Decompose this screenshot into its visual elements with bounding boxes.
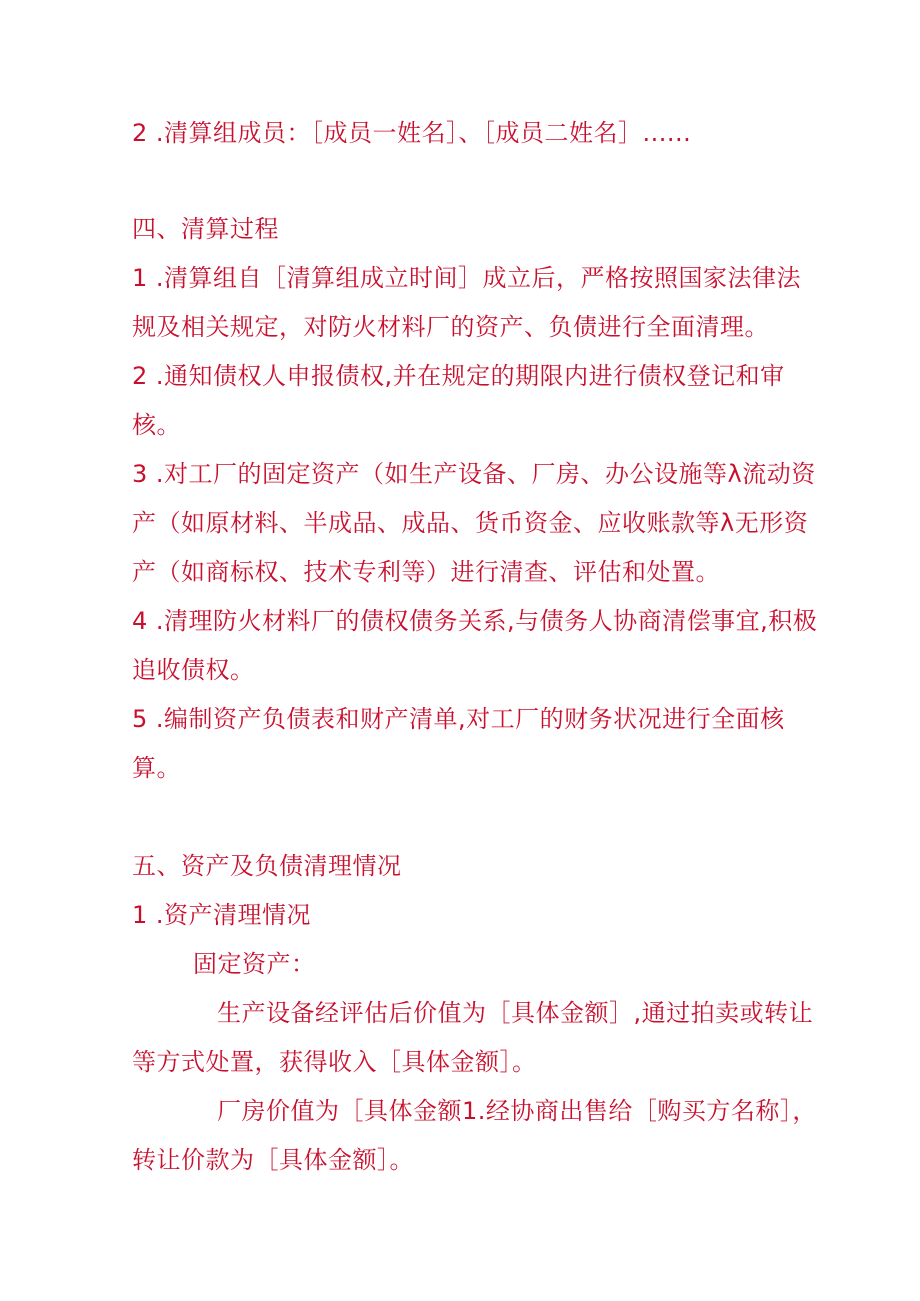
process-item-2-line-2: 核。 xyxy=(132,411,181,439)
process-item-3-line-3: 产（如商标权、技术专利等）进行清查、评估和处置。 xyxy=(132,558,720,586)
equipment-valuation-line-2: 等方式处置，获得收入［具体金额］。 xyxy=(132,1048,537,1076)
process-item-3-line-1: 3 .对工厂的固定资产（如生产设备、厂房、办公设施等λ流动资 xyxy=(132,460,816,488)
liquidation-team-members-line: 2 .清算组成员：［成员一姓名］、［成员二姓名］...... xyxy=(132,119,692,147)
building-valuation-line-1: 厂房价值为［具体金额1.经协商出售给［购买方名称］， xyxy=(217,1097,817,1125)
process-item-3-line-2: 产（如原材料、半成品、成品、货币资金、应收账款等λ无形资 xyxy=(132,509,809,537)
process-item-5-line-1: 5 .编制资产负债表和财产清单,对工厂的财务状况进行全面核 xyxy=(132,705,785,733)
asset-clearing-subheading: 1 .资产清理情况 xyxy=(132,901,312,929)
process-item-2-line-1: 2 .通知债权人申报债权,并在规定的期限内进行债权登记和审 xyxy=(132,362,785,390)
equipment-valuation-line-1: 生产设备经评估后价值为［具体金额］,通过拍卖或转让 xyxy=(217,999,814,1027)
process-item-4-line-1: 4 .清理防火材料厂的债权债务关系,与债务人协商清偿事宜,积极 xyxy=(132,607,818,635)
section-four-heading: 四、清算过程 xyxy=(132,215,279,243)
fixed-assets-label: 固定资产： xyxy=(193,950,316,978)
building-valuation-line-2: 转让价款为［具体金额］。 xyxy=(132,1146,414,1174)
section-five-heading: 五、资产及负债清理情况 xyxy=(132,852,402,880)
process-item-1-line-2: 规及相关规定，对防火材料厂的资产、负债进行全面清理。 xyxy=(132,313,769,341)
process-item-1-line-1: 1 .清算组自［清算组成立时间］成立后，严格按照国家法律法 xyxy=(132,264,802,292)
process-item-4-line-2: 追收债权。 xyxy=(132,656,255,684)
process-item-5-line-2: 算。 xyxy=(132,754,181,782)
